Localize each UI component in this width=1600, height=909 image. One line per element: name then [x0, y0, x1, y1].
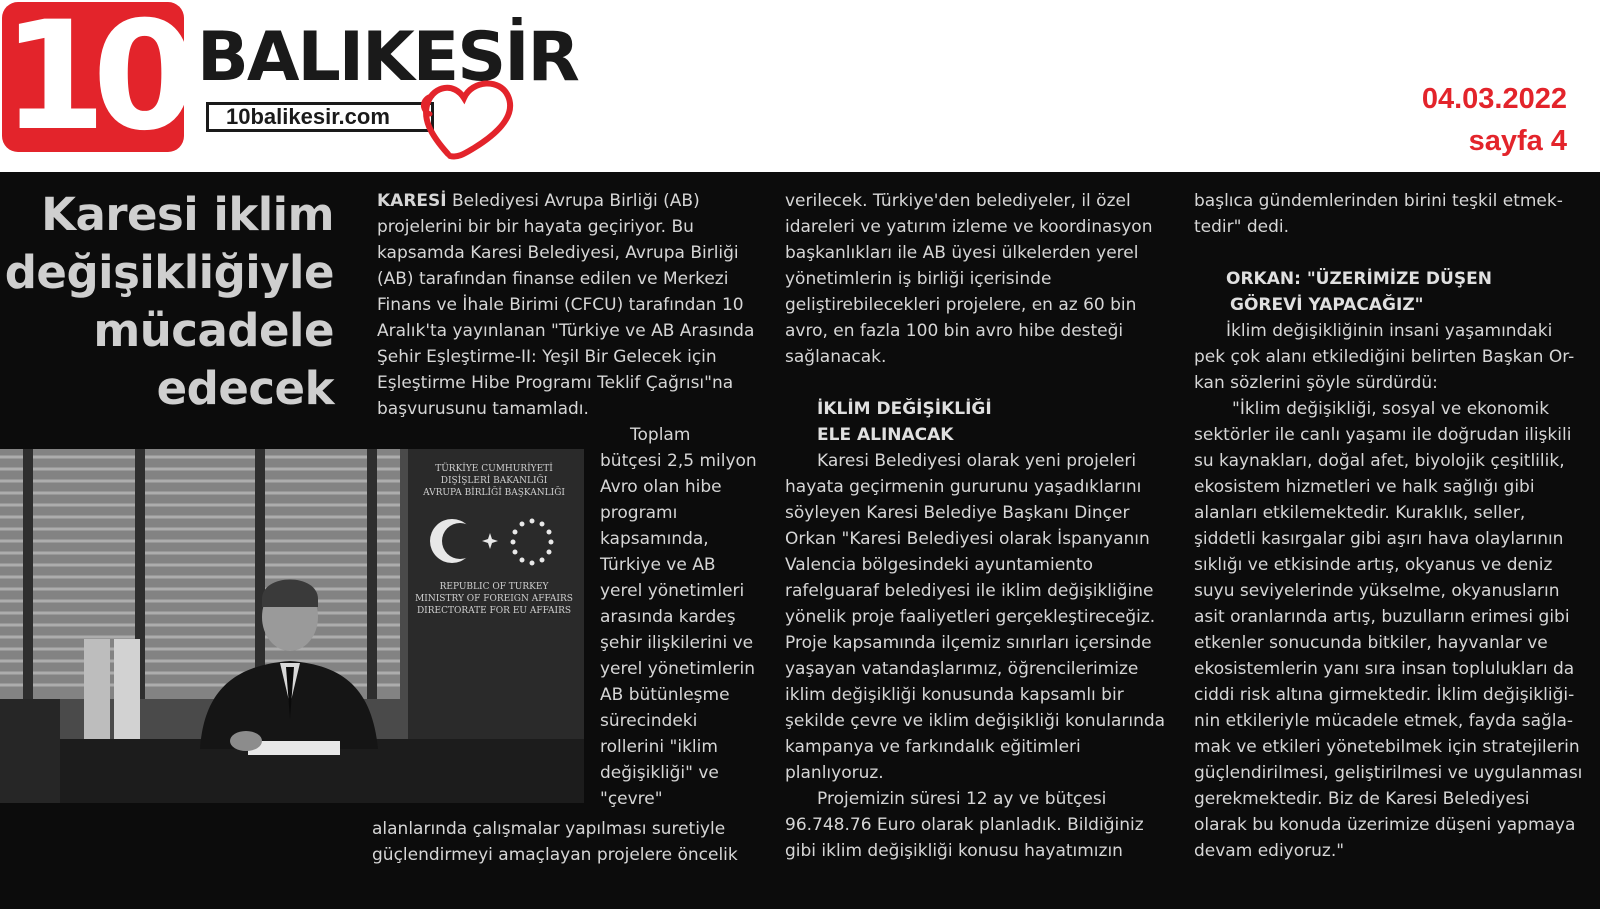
article-column-1-narrow — [600, 422, 758, 812]
article-column-2 — [785, 188, 1167, 864]
paragraph-line: Orkan "Karesi Belediyesi olarak İspanyanın — [785, 529, 1150, 549]
issue-date: 04.03.2022 — [1421, 83, 1567, 115]
paragraph-line: ciddi risk altına girmektedir. İklim değişikliği- — [1194, 685, 1575, 705]
paragraph-line: kan sözlerini şöyle sürdürdü: — [1194, 373, 1438, 393]
plaque-line: REPUBLIC OF TURKEY — [439, 582, 549, 592]
paragraph-line: yerel yönetimleri — [600, 581, 745, 601]
article-column-1-bottom — [372, 816, 758, 868]
paragraph-line: şekilde çevre ve iklim değişikliği konularında — [785, 711, 1166, 731]
paragraph-line: sağlanacak. — [785, 347, 887, 367]
paragraph-line: projelerini bir bir hayata geçiriyor. Bu — [377, 217, 694, 237]
article-photo — [0, 449, 584, 803]
paragraph-line: başlıca gündemlerinden birini teşkil etmek- — [1194, 191, 1563, 211]
paragraph-line: başkanlıkları ile AB üyesi ülkelerden yerel — [785, 243, 1139, 263]
paragraph-line: verilecek. Türkiye'den belediyeler, il özel — [785, 191, 1131, 211]
plaque-line: MINISTRY OF FOREIGN AFFAIRS — [415, 594, 573, 604]
paragraph-line: programı — [600, 503, 678, 523]
paragraph-line: asit oranlarında artış, buzulların erimesi gibi — [1194, 607, 1570, 627]
paragraph-line: suyu seviyelerinde yükselme, okyanusların — [1194, 581, 1560, 601]
lead-word: KARESİ — [377, 191, 447, 211]
article-column-3 — [1194, 188, 1590, 864]
paragraph-line: kapsamda Karesi Belediyesi, Avrupa Birliği — [377, 243, 739, 263]
logo-city-name: BALIKESİR — [197, 18, 578, 97]
paragraph-line: planlıyoruz. — [785, 763, 884, 783]
paragraph-line: güçlendirilmesi, geliştirilmesi ve uygulanması — [1194, 763, 1583, 783]
paragraph-line: Valencia bölgesindeki ayuntamiento — [785, 555, 1094, 575]
headline-line: mücadele — [93, 304, 334, 357]
paragraph-line: su kaynakları, doğal afet, biyolojik çeşitlilik, — [1194, 451, 1565, 471]
paragraph-line: Avro olan hibe — [600, 477, 722, 497]
heart-icon — [420, 68, 516, 160]
subheading: GÖREVİ YAPACAĞIZ" — [1230, 295, 1424, 315]
paragraph-line: rollerini "iklim — [600, 737, 718, 757]
paragraph-line: "çevre" — [600, 789, 663, 809]
paragraph-line: hayata geçirmenin gururunu yaşadıklarını — [785, 477, 1142, 497]
logo-number: 10 — [2, 0, 183, 164]
paragraph-line: söyleyen Karesi Belediye Başkanı Dinçer — [785, 503, 1130, 523]
paragraph-line: kapsamında, — [600, 529, 709, 549]
paragraph-line: Aralık'ta yayınlanan "Türkiye ve AB Arasında — [377, 321, 755, 341]
paragraph-line: 96.748.76 Euro olarak planladık. Bildiğiniz — [785, 815, 1144, 835]
paragraph-line: bütçesi 2,5 milyon — [600, 451, 757, 471]
article-column-1 — [377, 188, 757, 422]
subheading: İKLİM DEĞİŞİKLİĞİ — [817, 399, 992, 419]
headline-line: Karesi iklim — [41, 188, 334, 241]
subheading: ORKAN: "ÜZERİMİZE DÜŞEN — [1226, 269, 1492, 289]
paragraph-line: arasında kardeş — [600, 607, 736, 627]
paragraph-line: olarak bu konuda üzerimize düşeni yapmaya — [1194, 815, 1576, 835]
paragraph-line: rafelguaraf belediyesi ile iklim değişikliğine — [785, 581, 1154, 601]
paragraph-line: Şehir Eşleştirme-II: Yeşil Bir Gelecek için — [377, 347, 717, 367]
paragraph-line: Eşleştirme Hibe Programı Teklif Çağrısı"na — [377, 373, 734, 393]
headline-line: değişikliğiyle — [4, 246, 334, 299]
article-headline — [4, 186, 334, 418]
paragraph-line: "İklim değişikliği, sosyal ve ekonomik — [1232, 399, 1550, 419]
paragraph-line: ekosistemlerin yanı sıra insan toplulukları da — [1194, 659, 1575, 679]
news-clipping — [0, 172, 1600, 909]
paragraph-line: Türkiye ve AB — [600, 555, 716, 575]
paragraph-line: Karesi Belediyesi olarak yeni projeleri — [817, 451, 1137, 471]
paragraph-line: Projemizin süresi 12 ay ve bütçesi — [817, 789, 1107, 809]
paragraph-line: sıklığı ve etkisinde artış, okyanus ve deniz — [1194, 555, 1553, 575]
paragraph-line: değişikliği" ve — [600, 763, 719, 783]
paragraph-line: geliştirebilecekleri projelere, en az 60 bin — [785, 295, 1137, 315]
paragraph-line: avro, en fazla 100 bin avro hibe desteği — [785, 321, 1124, 341]
paragraph-line: AB bütünleşme — [600, 685, 730, 705]
paragraph-line: sürecindeki — [600, 711, 698, 731]
paragraph-line: şehir ilişkilerini ve — [600, 633, 754, 653]
paragraph-line: sektörler ile canlı yaşamı ile doğrudan ilişkili — [1194, 425, 1572, 445]
paragraph-line: (AB) tarafından finanse edilen ve Merkezi — [377, 269, 729, 289]
paragraph-line: gibi iklim değişikliği konusu hayatımızın — [785, 841, 1123, 861]
paragraph-line: tedir" dedi. — [1194, 217, 1290, 237]
paragraph-line: yönetimlerin iş birliği içerisinde — [785, 269, 1052, 289]
plaque-line: TÜRKİYE CUMHURİYETİ — [435, 464, 553, 474]
subheading: ELE ALINACAK — [817, 425, 954, 445]
plaque-line: DIŞİŞLERİ BAKANLIĞI — [440, 476, 548, 486]
paragraph-line: alanlarında çalışmalar yapılması suretiyle — [372, 819, 726, 839]
paragraph-line: şiddetli kasırgalar gibi aşırı hava olaylarının — [1194, 529, 1564, 549]
paragraph-line: yerel yönetimlerin — [600, 659, 756, 679]
plaque-line: AVRUPA BİRLİĞİ BAŞKANLIĞI — [423, 488, 565, 498]
paragraph-line: başvurusunu tamamladı. — [377, 399, 589, 419]
paragraph-line: iklim değişikliği konusunda kapsamlı bir — [785, 685, 1124, 705]
newspaper-header — [0, 0, 1600, 172]
paragraph-line: alanları etkilemektedir. Kuraklık, seller, — [1194, 503, 1526, 523]
headline-line: edecek — [156, 362, 334, 415]
paragraph-line: idareleri ve yatırım izleme ve koordinasyon — [785, 217, 1153, 237]
paragraph-line: güçlendirmeyi amaçlayan projelere öncelik — [372, 845, 738, 865]
paragraph-line: ekosistem hizmetleri ve halk sağlığı gibi — [1194, 477, 1535, 497]
paragraph-line: Toplam — [630, 425, 691, 445]
paragraph-line: nin etkileriyle mücadele etmek, fayda sağla- — [1194, 711, 1574, 731]
paragraph-line: yaşayan vatandaşlarımız, öğrencilerimize — [785, 659, 1139, 679]
paragraph-line: pek çok alanı etkilediğini belirten Başkan Or- — [1194, 347, 1575, 367]
page-number: sayfa 4 — [1468, 125, 1567, 157]
paragraph-line: İklim değişikliğinin insani yaşamındaki — [1226, 321, 1553, 341]
paragraph-line: etkenler sonucunda bitkiler, hayvanlar ve — [1194, 633, 1548, 653]
logo-url: 10balikesir.com — [226, 104, 390, 129]
paragraph-line: devam ediyoruz." — [1194, 841, 1345, 861]
paragraph-text: Belediyesi Avrupa Birliği (AB) — [446, 191, 700, 211]
plaque-line: DIRECTORATE FOR EU AFFAIRS — [416, 606, 572, 616]
paragraph-line: yönelik proje faaliyetleri gerçekleştireceğiz. — [785, 607, 1156, 627]
paragraph-line: gerekmektedir. Biz de Karesi Belediyesi — [1194, 789, 1530, 809]
paragraph-line — [377, 188, 757, 214]
paragraph-line: kampanya ve farkındalık eğitimleri — [785, 737, 1081, 757]
paragraph-line: mak ve etkileri yönetebilmek için stratejilerin — [1194, 737, 1580, 757]
paragraph-line: Proje kapsamında ilçemiz sınırları içersinde — [785, 633, 1152, 653]
paragraph-line: Finans ve İhale Birimi (CFCU) tarafından 10 — [377, 295, 744, 315]
